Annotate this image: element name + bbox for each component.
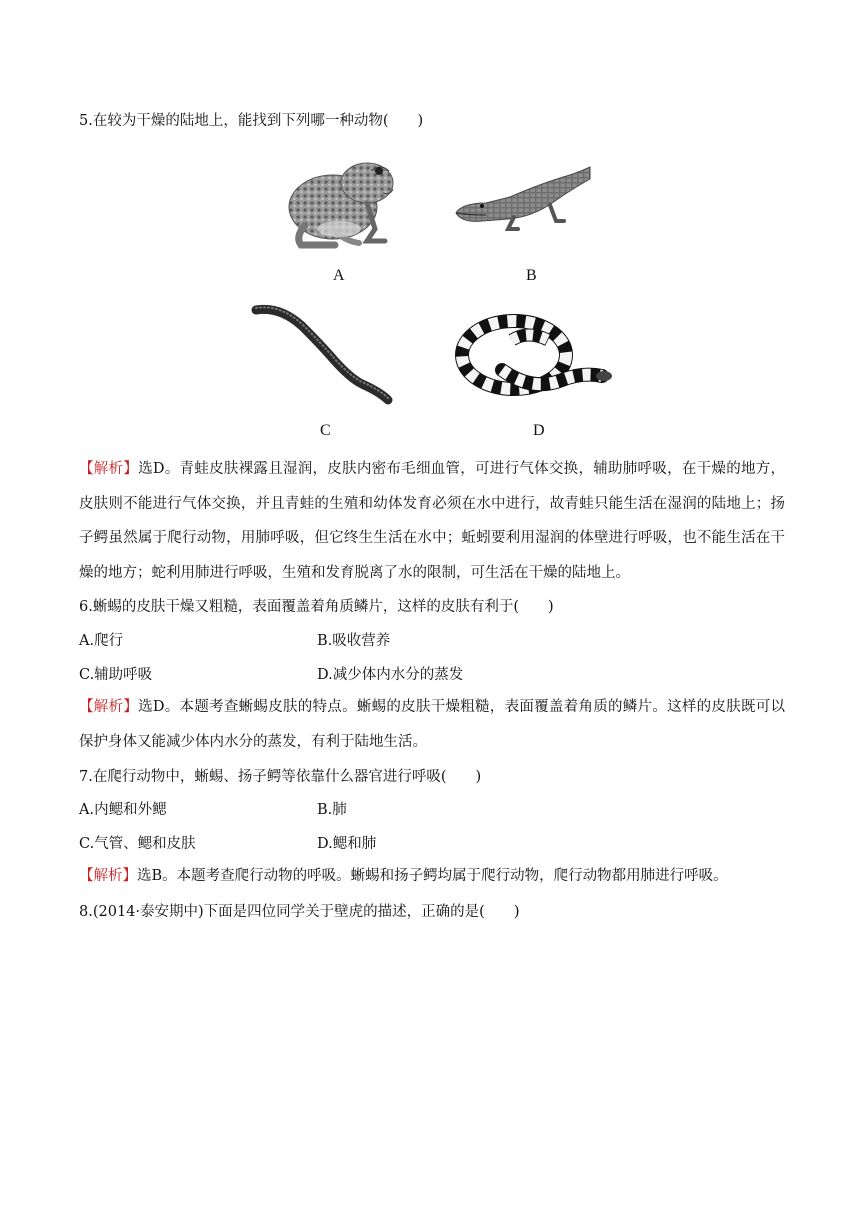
option-label-b: B: [526, 267, 537, 284]
q7-option-b: B.肺: [317, 802, 347, 818]
analysis-text: 选D。青蛙皮肤裸露且湿润，皮肤内密布毛细血管，可进行气体交换，辅助肺呼吸，在干燥的地方，皮肤则不能进行气体交换，并且青蛙的生殖和幼体发育必须在水中进行，故青蛙只能生活在湿润的陆地上；扬子鳄虽然属于爬行动物，用肺呼吸，但它终生生活在水中；蚯蚓要利用湿润的体壁进行呼吸，也不能生活在干燥的地方；蛇利用肺进行呼吸，生殖和发育脱离了水的限制，可生活在干燥的陆地上。: [79, 461, 786, 581]
q7-analysis: [79, 859, 785, 894]
analysis-tag: 【解析】: [79, 699, 139, 715]
toad-image: [275, 145, 403, 250]
banded-snake-image: [452, 300, 612, 410]
earthworm-image: [250, 300, 395, 405]
alligator-image: [452, 163, 592, 233]
analysis-tag: 【解析】: [79, 461, 139, 477]
q7-option-c: C.气管、鳃和皮肤: [79, 836, 196, 852]
analysis-tag: 【解析】: [79, 868, 137, 884]
q7-option-a: A.内鳃和外鳃: [79, 802, 167, 818]
q7-option-d: D.鳃和肺: [317, 836, 377, 852]
analysis-text: 选D。本题考查蜥蜴皮肤的特点。蜥蜴的皮肤干燥粗糙，表面覆盖着角质的鳞片。这样的皮肤既可以保护身体又能减少体内水分的蒸发，有利于陆地生活。: [79, 699, 786, 750]
q8-stem: 8.(2014·泰安期中)下面是四位同学关于壁虎的描述，正确的是( ): [79, 904, 520, 920]
q6-stem: 6.蜥蜴的皮肤干燥又粗糙，表面覆盖着角质鳞片，这样的皮肤有利于( ): [79, 599, 554, 615]
option-label-a: A: [333, 267, 345, 284]
q6-analysis: [79, 690, 785, 759]
q5-analysis: [79, 452, 785, 590]
q7-stem: 7.在爬行动物中，蜥蜴、扬子鳄等依靠什么器官进行呼吸( ): [79, 769, 482, 785]
analysis-text: 选B。本题考查爬行动物的呼吸。蜥蜴和扬子鳄均属于爬行动物，爬行动物都用肺进行呼吸。: [137, 868, 728, 884]
option-label-d: D: [533, 422, 545, 439]
option-label-c: C: [320, 422, 331, 439]
q6-option-c: C.辅助呼吸: [79, 667, 153, 683]
q6-option-d: D.减少体内水分的蒸发: [317, 667, 464, 683]
q6-option-a: A.爬行: [79, 633, 124, 649]
q6-option-b: B.吸收营养: [317, 633, 391, 649]
q5-stem: 5.在较为干燥的陆地上，能找到下列哪一种动物( ): [79, 113, 424, 129]
